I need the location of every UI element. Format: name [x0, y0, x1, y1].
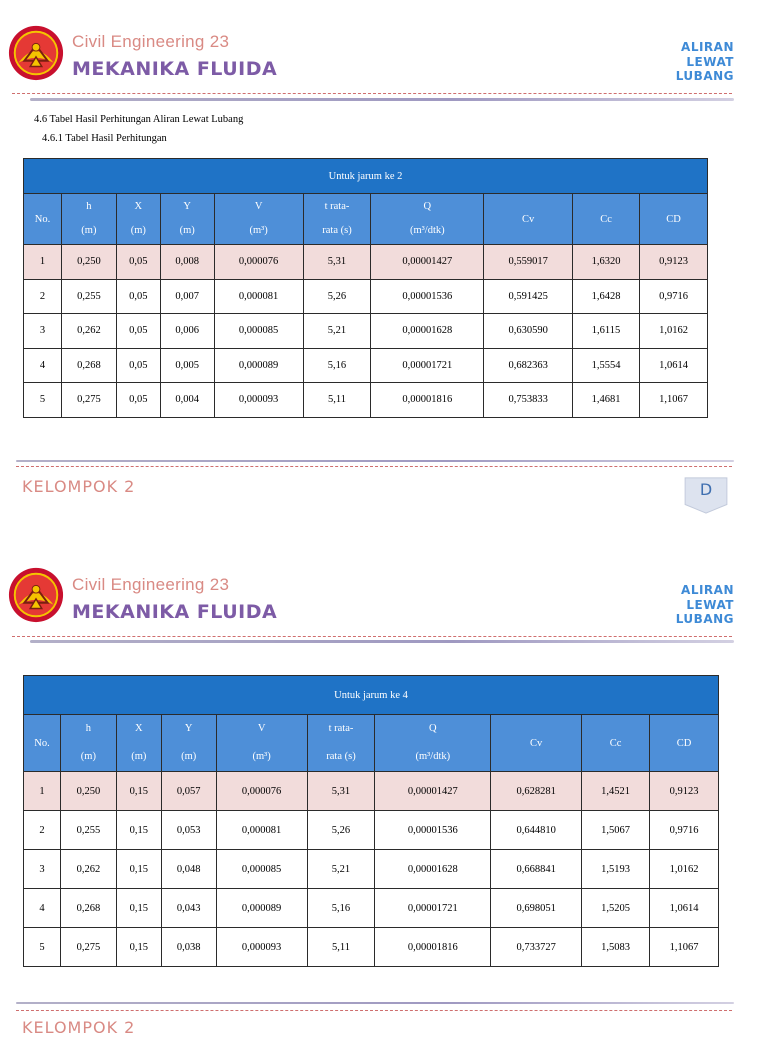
topic-line: LEWAT: [686, 597, 734, 612]
cell-y: 0,005: [160, 348, 214, 383]
table-row: [24, 811, 719, 850]
table-row: [24, 245, 708, 280]
cell-v: 0,000093: [214, 383, 303, 418]
table-title: Untuk jarum ke 4: [24, 676, 719, 715]
col-header-x: X (m): [116, 715, 161, 772]
cell-t: 5,21: [307, 850, 375, 889]
cell-cv: 0,628281: [491, 772, 582, 811]
cell-no: 2: [24, 279, 62, 314]
cell-cd: 1,0162: [640, 314, 708, 349]
col-header-t: t rata- rata (s): [303, 194, 371, 245]
cell-t: 5,26: [303, 279, 371, 314]
col-header-cv: Cv: [491, 715, 582, 772]
cell-v: 0,000089: [214, 348, 303, 383]
cell-no: 5: [24, 383, 62, 418]
col-header-h: h (m): [60, 715, 116, 772]
cell-x: 0,15: [116, 772, 161, 811]
cell-no: 3: [24, 850, 61, 889]
cell-cv: 0,733727: [491, 928, 582, 967]
page-badge-letter: D: [699, 480, 713, 499]
col-header-cd: CD: [640, 194, 708, 245]
cell-cc: 1,6428: [573, 279, 640, 314]
footer-divider: [16, 1002, 734, 1004]
cell-h: 0,275: [61, 383, 116, 418]
topic-line: ALIRAN: [681, 583, 734, 597]
cell-v: 0,000089: [216, 889, 307, 928]
table-row: [24, 928, 719, 967]
cell-cv: 0,668841: [491, 850, 582, 889]
cell-y: 0,057: [161, 772, 216, 811]
cell-t: 5,11: [303, 383, 371, 418]
col-header-cc: Cc: [573, 194, 640, 245]
cell-t: 5,26: [307, 811, 375, 850]
col-header-t: t rata- rata (s): [307, 715, 375, 772]
course-name: Civil Engineering 23: [72, 32, 230, 51]
table-title: Untuk jarum ke 2: [24, 159, 708, 194]
cell-no: 2: [24, 811, 61, 850]
section-subheading: 4.6.1 Tabel Hasil Perhitungan: [42, 133, 167, 144]
cell-q: 0,00001816: [371, 383, 484, 418]
cell-v: 0,000093: [216, 928, 307, 967]
cell-cd: 1,1067: [650, 928, 719, 967]
topic-line: LUBANG: [675, 69, 734, 83]
cell-h: 0,275: [60, 928, 116, 967]
cell-cd: 0,9716: [640, 279, 708, 314]
cell-t: 5,16: [307, 889, 375, 928]
cell-cv: 0,559017: [484, 245, 573, 280]
cell-cc: 1,4521: [582, 772, 650, 811]
cell-h: 0,255: [60, 811, 116, 850]
table-row: [24, 850, 719, 889]
cell-q: 0,00001536: [375, 811, 491, 850]
header-divider: [30, 640, 734, 643]
table-row: [24, 383, 708, 418]
table-row: [24, 279, 708, 314]
cell-cv: 0,682363: [484, 348, 573, 383]
cell-x: 0,05: [116, 348, 160, 383]
cell-no: 4: [24, 348, 62, 383]
cell-q: 0,00001628: [375, 850, 491, 889]
header-dashed-rule: [12, 636, 732, 637]
cell-cv: 0,753833: [484, 383, 573, 418]
cell-y: 0,048: [161, 850, 216, 889]
cell-x: 0,15: [116, 889, 161, 928]
cell-no: 5: [24, 928, 61, 967]
cell-t: 5,11: [307, 928, 375, 967]
cell-x: 0,05: [116, 383, 160, 418]
cell-q: 0,00001721: [371, 348, 484, 383]
cell-t: 5,31: [303, 245, 371, 280]
cell-cv: 0,591425: [484, 279, 573, 314]
table-row: [24, 348, 708, 383]
footer-dashed-rule: [16, 466, 732, 467]
cell-q: 0,00001427: [375, 772, 491, 811]
results-table-1: [23, 158, 708, 418]
cell-no: 4: [24, 889, 61, 928]
table-row: [24, 889, 719, 928]
cell-cc: 1,5193: [582, 850, 650, 889]
section-heading: 4.6 Tabel Hasil Perhitungan Aliran Lewat Lubang: [34, 114, 244, 125]
cell-cc: 1,6115: [573, 314, 640, 349]
course-name: Civil Engineering 23: [72, 575, 230, 594]
group-label: KELOMPOK 2: [22, 1018, 136, 1037]
topic-line: LUBANG: [675, 612, 734, 626]
cell-cd: 0,9123: [650, 772, 719, 811]
cell-no: 1: [24, 245, 62, 280]
col-header-y: Y (m): [160, 194, 214, 245]
col-header-x: X (m): [116, 194, 160, 245]
university-logo: [7, 24, 65, 82]
col-header-v: V (m³): [216, 715, 307, 772]
cell-no: 1: [24, 772, 61, 811]
cell-q: 0,00001427: [371, 245, 484, 280]
cell-v: 0,000085: [216, 850, 307, 889]
topic-title: [676, 583, 734, 627]
table-row: [24, 772, 719, 811]
cell-x: 0,15: [116, 811, 161, 850]
col-header-q: Q (m³/dtk): [375, 715, 491, 772]
header-divider: [30, 98, 734, 101]
cell-y: 0,008: [160, 245, 214, 280]
cell-x: 0,05: [116, 279, 160, 314]
header-dashed-rule: [12, 93, 732, 94]
cell-v: 0,000085: [214, 314, 303, 349]
cell-cd: 1,0162: [650, 850, 719, 889]
col-header-cd: CD: [650, 715, 719, 772]
col-header-cv: Cv: [484, 194, 573, 245]
topic-line: ALIRAN: [681, 40, 734, 54]
footer-divider: [16, 460, 734, 462]
topic-title: [676, 40, 734, 84]
cell-v: 0,000076: [216, 772, 307, 811]
cell-v: 0,000081: [216, 811, 307, 850]
cell-x: 0,05: [116, 314, 160, 349]
subject-title: MEKANIKA FLUIDA: [72, 58, 278, 80]
cell-h: 0,268: [61, 348, 116, 383]
group-label: KELOMPOK 2: [22, 477, 136, 496]
cell-cv: 0,644810: [491, 811, 582, 850]
cell-q: 0,00001628: [371, 314, 484, 349]
cell-cc: 1,6320: [573, 245, 640, 280]
results-table-2: [23, 675, 719, 967]
cell-cc: 1,5205: [582, 889, 650, 928]
cell-no: 3: [24, 314, 62, 349]
cell-cv: 0,630590: [484, 314, 573, 349]
cell-y: 0,038: [161, 928, 216, 967]
cell-cd: 0,9716: [650, 811, 719, 850]
university-logo: [7, 566, 65, 624]
cell-q: 0,00001536: [371, 279, 484, 314]
col-header-cc: Cc: [582, 715, 650, 772]
col-header-h: h (m): [61, 194, 116, 245]
cell-q: 0,00001816: [375, 928, 491, 967]
cell-cc: 1,5083: [582, 928, 650, 967]
cell-h: 0,250: [60, 772, 116, 811]
col-header-y: Y (m): [161, 715, 216, 772]
col-header-q: Q (m³/dtk): [371, 194, 484, 245]
cell-h: 0,262: [60, 850, 116, 889]
cell-y: 0,007: [160, 279, 214, 314]
cell-cd: 1,0614: [640, 348, 708, 383]
cell-x: 0,15: [116, 928, 161, 967]
cell-h: 0,250: [61, 245, 116, 280]
cell-cv: 0,698051: [491, 889, 582, 928]
cell-cd: 1,1067: [640, 383, 708, 418]
cell-cc: 1,4681: [573, 383, 640, 418]
cell-q: 0,00001721: [375, 889, 491, 928]
cell-h: 0,255: [61, 279, 116, 314]
cell-x: 0,15: [116, 850, 161, 889]
col-header-v: V (m³): [214, 194, 303, 245]
cell-y: 0,053: [161, 811, 216, 850]
topic-line: LEWAT: [686, 54, 734, 69]
cell-y: 0,006: [160, 314, 214, 349]
cell-t: 5,16: [303, 348, 371, 383]
cell-cc: 1,5554: [573, 348, 640, 383]
table-row: [24, 314, 708, 349]
cell-y: 0,004: [160, 383, 214, 418]
cell-y: 0,043: [161, 889, 216, 928]
cell-v: 0,000081: [214, 279, 303, 314]
subject-title: MEKANIKA FLUIDA: [72, 601, 278, 623]
cell-h: 0,262: [61, 314, 116, 349]
cell-t: 5,31: [307, 772, 375, 811]
footer-dashed-rule: [16, 1010, 732, 1011]
cell-t: 5,21: [303, 314, 371, 349]
col-header-no: No.: [24, 715, 61, 772]
cell-h: 0,268: [60, 889, 116, 928]
cell-x: 0,05: [116, 245, 160, 280]
col-header-no: No.: [24, 194, 62, 245]
cell-cc: 1,5067: [582, 811, 650, 850]
cell-v: 0,000076: [214, 245, 303, 280]
cell-cd: 1,0614: [650, 889, 719, 928]
cell-cd: 0,9123: [640, 245, 708, 280]
